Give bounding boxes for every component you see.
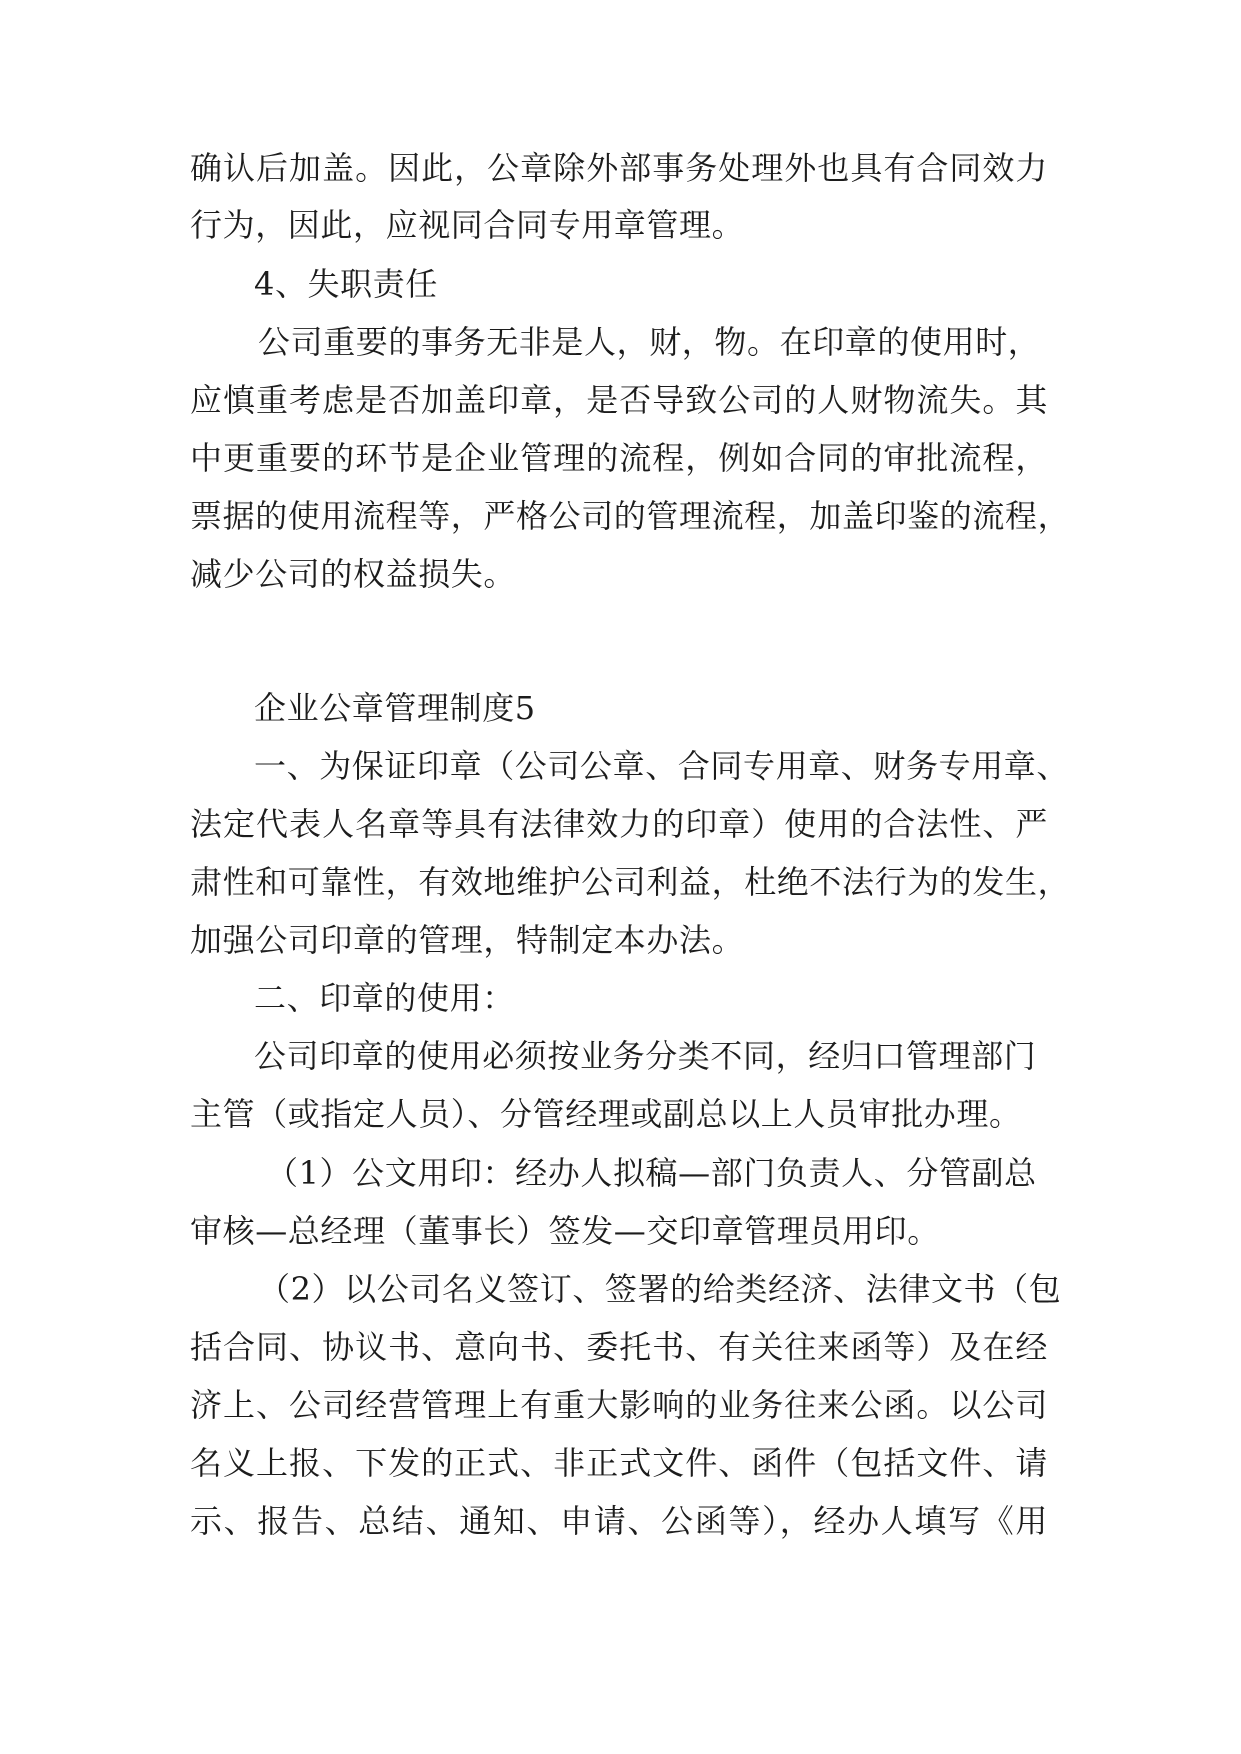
text-line: 应慎重考虑是否加盖印章，是否导致公司的人财物流失。其	[190, 381, 1048, 419]
text-line: 公司重要的事务无非是人，财，物。在印章的使用时，	[258, 323, 1041, 361]
text-line: 行为，因此，应视同合同专用章管理。	[190, 206, 745, 244]
text-line: 确认后加盖。因此，公章除外部事务处理外也具有合同效力	[190, 149, 1048, 187]
text-line: （1）公文用印：经办人拟稿—部门负责人、分管副总	[266, 1154, 1037, 1192]
text-line: 公司印章的使用必须按业务分类不同，经归口管理部门	[254, 1037, 1037, 1075]
text-line: 名义上报、下发的正式、非正式文件、函件（包括文件、请	[190, 1444, 1048, 1482]
section-heading: 二、印章的使用：	[254, 979, 515, 1017]
text-line: 济上、公司经营管理上有重大影响的业务往来公函。以公司	[190, 1386, 1048, 1424]
text-line: （2）以公司名义签订、签署的给类经济、法律文书（包	[258, 1270, 1062, 1308]
text-line: 加强公司印章的管理，特制定本办法。	[190, 921, 745, 959]
text-line: 主管（或指定人员）、分管经理或副总以上人员审批办理。	[190, 1095, 1022, 1133]
text-line: 票据的使用流程等，严格公司的管理流程，加盖印鉴的流程，	[190, 497, 1071, 535]
text-line: 减少公司的权益损失。	[190, 555, 517, 593]
text-line: 示、报告、总结、通知、申请、公函等），经办人填写《用	[190, 1502, 1048, 1540]
text-line: 括合同、协议书、意向书、委托书、有关往来函等）及在经	[190, 1328, 1048, 1366]
text-line: 中更重要的环节是企业管理的流程，例如合同的审批流程，	[190, 439, 1048, 477]
text-line: 法定代表人名章等具有法律效力的印章）使用的合法性、严	[190, 805, 1048, 843]
text-line: 审核—总经理（董事长）签发—交印章管理员用印。	[190, 1212, 940, 1250]
section-heading: 4、失职责任	[254, 265, 438, 303]
text-line: 肃性和可靠性，有效地维护公司利益，杜绝不法行为的发生，	[190, 863, 1071, 901]
text-line: 一、为保证印章（公司公章、合同专用章、财务专用章、	[254, 747, 1070, 785]
document-title: 企业公章管理制度5	[254, 689, 536, 727]
